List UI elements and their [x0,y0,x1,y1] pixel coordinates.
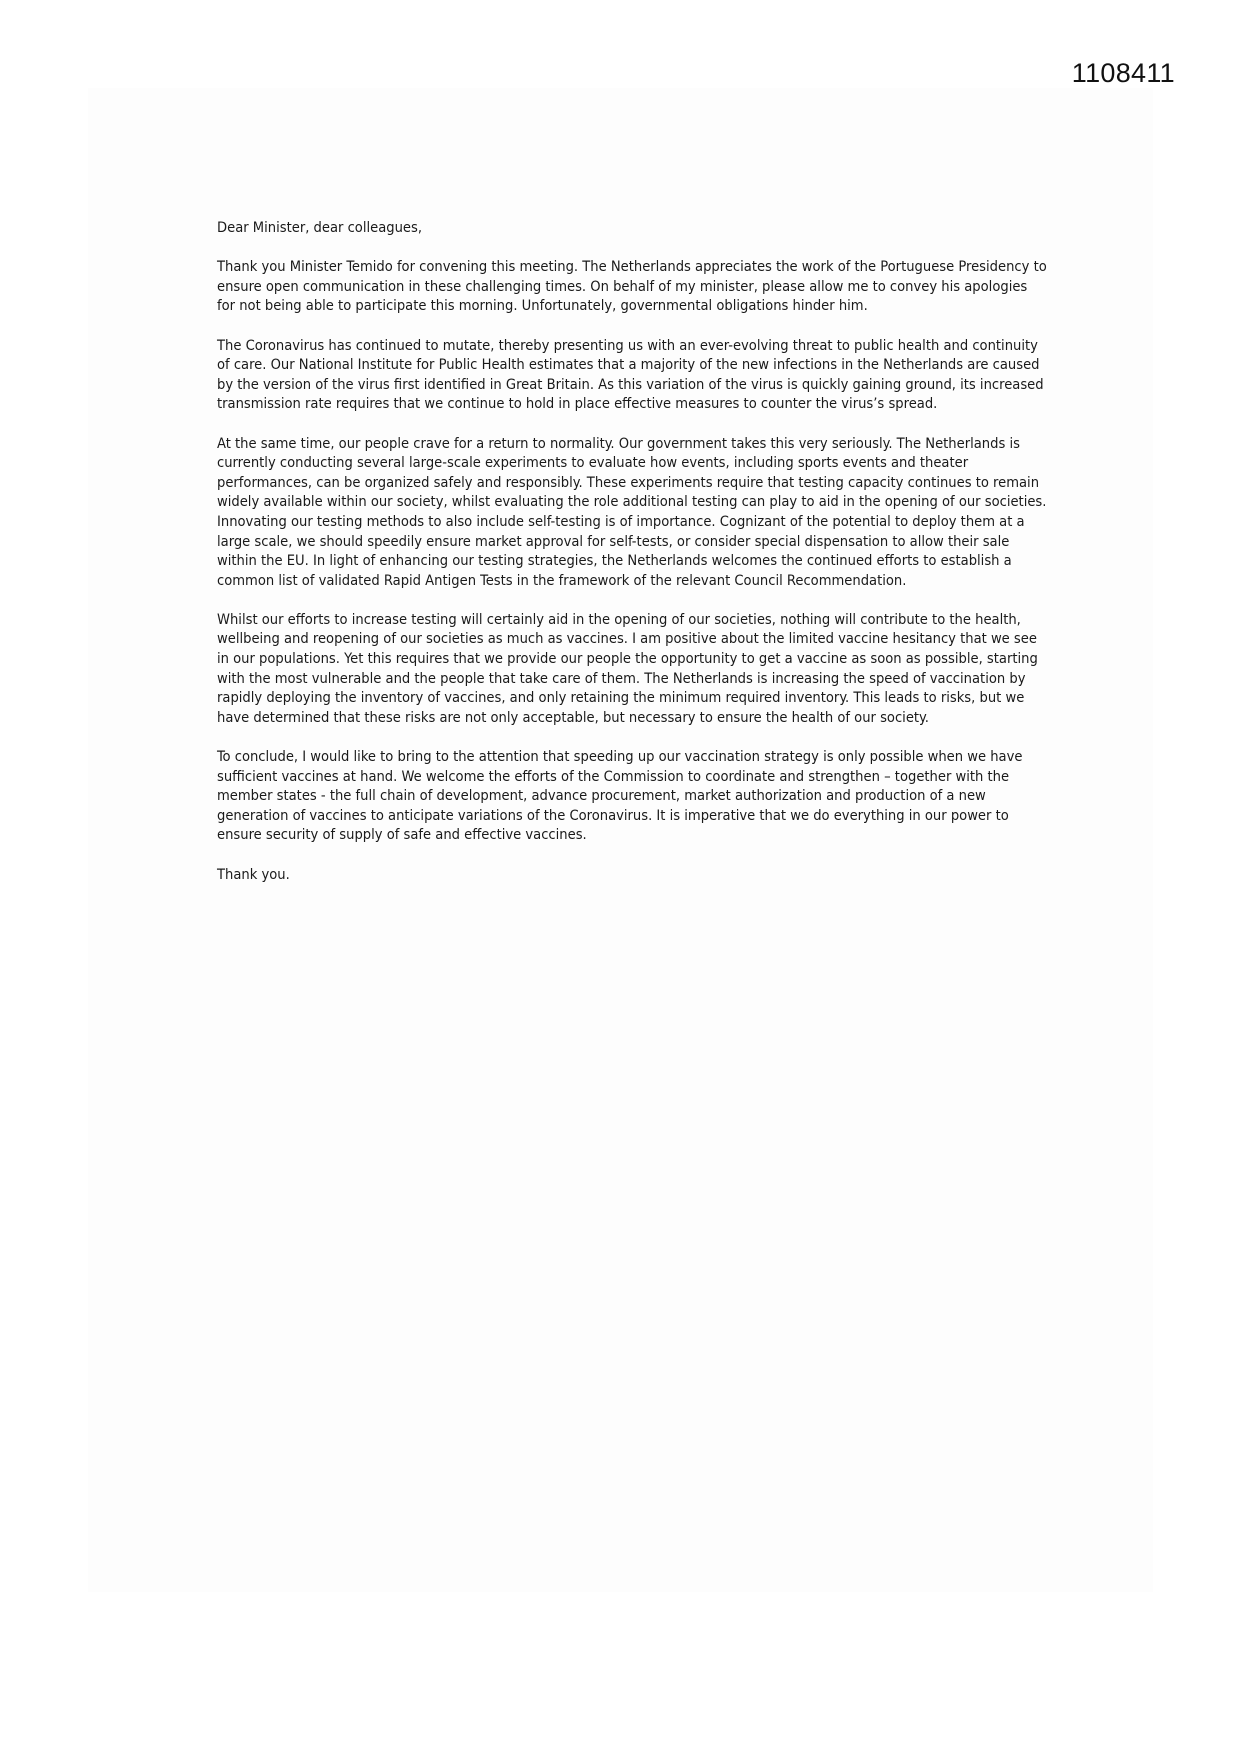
paragraph-intro: Thank you Minister Temido for convening this meeting. The Netherlands appreciates the work of the Portuguese Presidency to ensure open communication in these challenging times. On behalf of my minister, please allow me to convey his apologies for not being able to participate this morning. Unfortunately, governmental obligations hinder him. [217,258,1047,315]
document-id-number: 1108411 [1071,58,1175,88]
paragraph-vaccination: Whilst our efforts to increase testing will certainly aid in the opening of our societies, nothing will contribute to the health, wellbeing and reopening of our societies as much as vaccines. I am positive about the limited vaccine hesitancy that we see in our populations. Yet this requires that we provide our people the opportunity to get a vaccine as soon as possible, starting with the most vulnerable and the people that take care of them. The Netherlands is increasing the speed of vaccination by rapidly deploying the inventory of vaccines, and only retaining the minimum required inventory. This leads to risks, but we have determined that these risks are not only acceptable, but necessary to ensure the health of our society. [217,610,1038,726]
paragraph-testing: At the same time, our people crave for a return to normality. Our government takes this very seriously. The Netherlands is currently conducting several large-scale experiments to evaluate how events, including sports events and theater performances, can be organized safely and responsibly. These experiments require that testing capacity continues to remain widely available within our society, whilst evaluating the role additional testing can play to aid in the opening of our societies. Innovating our testing methods to also include self-testing is of importance. Cognizant of the potential to deploy them at a large scale, we should speedily ensure market approval for self-tests, or consider special dispensation to allow their sale within the EU. In light of enhancing our testing strategies, the Netherlands welcomes the continued efforts to establish a common list of validated Rapid Antigen Tests in the framework of the relevant Council Recommendation. [217,434,1047,589]
paragraph-conclusion: To conclude, I would like to bring to the attention that speeding up our vaccination strategy is only possible when we have sufficient vaccines at hand. We welcome the efforts of the Commission to coordinate and strengthen – together with the member states - the full chain of development, advance procurement, market authorization and production of a new generation of vaccines to anticipate variations of the Coronavirus. It is imperative that we do everything in our power to ensure security of supply of safe and effective vaccines. [217,748,1023,844]
paragraph-coronavirus-mutation: The Coronavirus has continued to mutate, thereby presenting us with an ever-evolving threat to public health and continuity of care. Our National Institute for Public Health estimates that a majority of the new infections in the Netherlands are caused by the version of the virus first identified in Great Britain. As this variation of the virus is quickly gaining ground, its increased transmission rate requires that we continue to hold in place effective measures to counter the virus’s spread. [217,336,1044,413]
closing: Thank you. [217,865,290,883]
salutation: Dear Minister, dear colleagues, [217,219,422,236]
letter-body [217,218,1047,904]
